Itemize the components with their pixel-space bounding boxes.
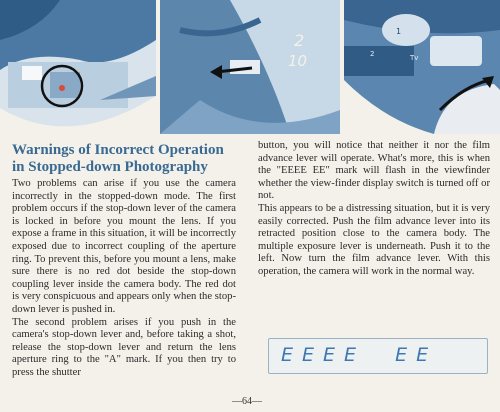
paragraph-4: This appears to be a distressing situation, but it is very easily corrected. Push the film advance lever into its retracted position close to the camera body. The multiple exposure lever is underneath. Push it to the left. Now turn the film advance lever. With this operation, the camera will work in the normal way.	[258, 202, 490, 277]
paragraph-3: button, you will notice that neither it nor the film advance lever will operate. What's more, this is when the "EEEE EE" mark will flash in the viewfinder whether the view-finder display switch is turned off or not.	[258, 140, 490, 202]
right-column	[258, 140, 490, 279]
aperture-mark-2: 2	[294, 31, 305, 50]
viewfinder-display-text: EEEE EE	[281, 344, 438, 366]
section-heading: Warnings of Incorrect Operation in Stopped-down Photography	[12, 142, 224, 175]
mark-1: 1	[396, 27, 402, 36]
photo-strip	[0, 0, 500, 134]
mark-2: 2	[370, 50, 375, 58]
viewfinder-display-illustration	[268, 338, 488, 374]
left-column	[12, 178, 236, 380]
page-number: —64—	[232, 396, 262, 407]
stop-down-lever-photo	[0, 0, 156, 134]
paragraph-1: Two problems can arise if you use the camera incorrectly in the stopped-down mode. The first problem occurs if the stop-down lever of the camera is locked in before you mount the lens. If you expose a frame in this situation, it will be incorrectly exposed due to incorrect coupling of the aperture ring. To prevent this, before you mount a lens, make sure there is no red dot beside the stop-down coupling lever inside the camera body. The red dot is very conspicuous and appears only when the stop-down lever is pushed in.	[12, 178, 236, 315]
mark-tv: Tv	[410, 54, 419, 62]
film-advance-lever-photo	[344, 0, 500, 134]
paragraph-2: The second problem arises if you push in the camera's stop-down lever and, before taking a shot, release the stop-down lever and return the lens aperture ring to the "A" mark. If you then try to press the shutter	[12, 316, 236, 378]
lens-aperture-ring-photo	[160, 0, 340, 134]
aperture-mark-10: 10	[288, 52, 308, 70]
